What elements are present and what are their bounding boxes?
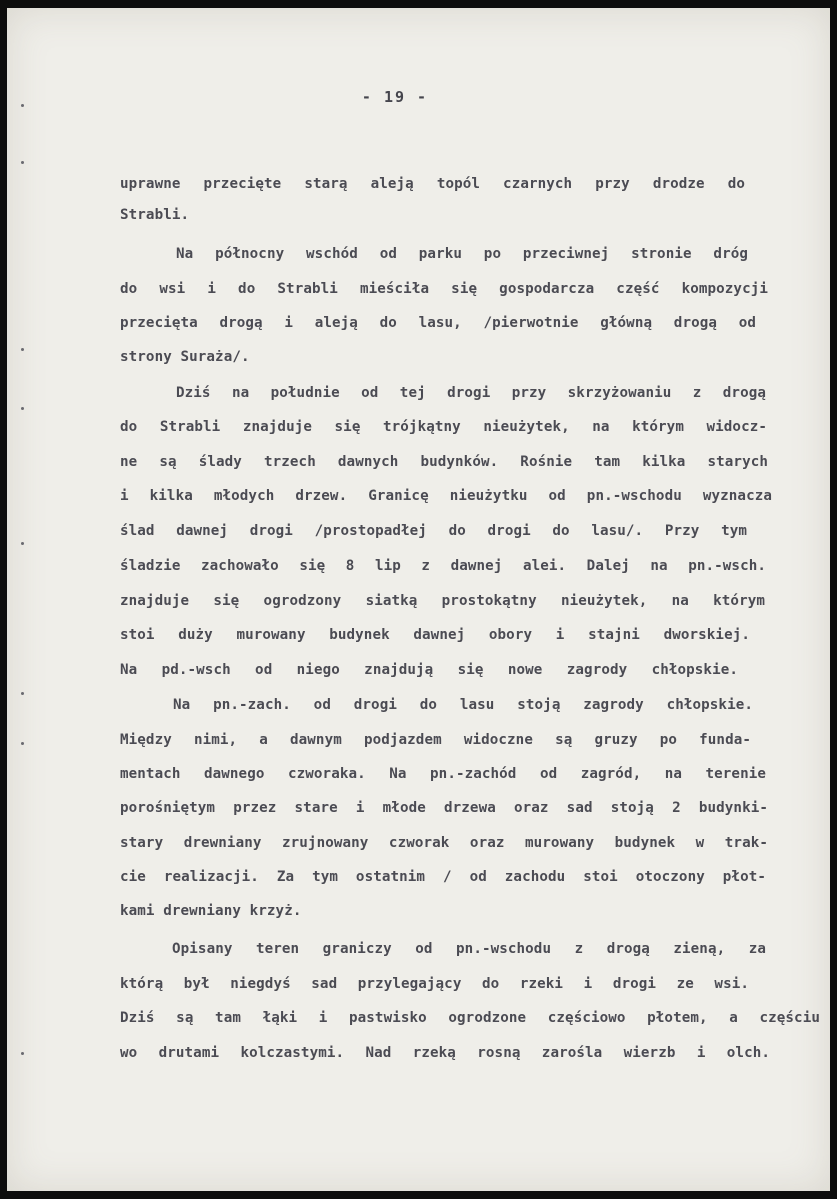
text-line: znajduje się ogrodzony siatką prostokątny nieużytek, na którym: [120, 593, 765, 609]
text-line: cie realizacji. Za tym ostatnim / od zachodu stoi otoczony płot-: [120, 869, 766, 885]
text-line: którą był niegdyś sad przylegający do rzeki i drogi ze wsi.: [120, 976, 749, 992]
text-line: stary drewniany zrujnowany czworak oraz murowany budynek w trak-: [120, 835, 768, 851]
text-line: porośniętym przez stare i młode drzewa oraz sad stoją 2 budynki-: [120, 800, 768, 816]
text-line: do wsi i do Strabli mieściła się gospodarcza część kompozycji: [120, 281, 768, 297]
text-line: stoi duży murowany budynek dawnej obory i stajni dworskiej.: [120, 627, 750, 643]
page-number: - 19 -: [361, 88, 429, 106]
text-line: Między nimi, a dawnym podjazdem widoczne są gruzy po funda-: [120, 732, 751, 748]
text-line: Na pn.-zach. od drogi do lasu stoją zagrody chłopskie.: [173, 697, 753, 713]
text-line: uprawne przecięte starą aleją topól czarnych przy drodze do: [120, 176, 745, 192]
text-line: Na północny wschód od parku po przeciwnej stronie dróg: [176, 246, 748, 262]
text-line: Opisany teren graniczy od pn.-wschodu z drogą zieną, za: [172, 941, 766, 957]
text-line: śladzie zachowało się 8 lip z dawnej alei. Dalej na pn.-wsch.: [120, 558, 766, 574]
text-line: mentach dawnego czworaka. Na pn.-zachód od zagród, na terenie: [120, 766, 766, 782]
margin-dot: [21, 161, 24, 164]
margin-dot: [21, 692, 24, 695]
text-line: kami drewniany krzyż.: [120, 903, 302, 919]
text-line: Dziś są tam łąki i pastwisko ogrodzone częściowo płotem, a częściu: [120, 1010, 820, 1026]
text-line: strony Suraża/.: [120, 349, 250, 365]
margin-dot: [21, 104, 24, 107]
text-line: Na pd.-wsch od niego znajdują się nowe zagrody chłopskie.: [120, 662, 738, 678]
margin-dot: [21, 742, 24, 745]
margin-dot: [21, 348, 24, 351]
margin-dot: [21, 1052, 24, 1055]
text-line: do Strabli znajduje się trójkątny nieużytek, na którym widocz-: [120, 419, 767, 435]
text-line: i kilka młodych drzew. Granicę nieużytku od pn.-wschodu wyznacza: [120, 488, 772, 504]
text-line: ne są ślady trzech dawnych budynków. Rośnie tam kilka starych: [120, 454, 768, 470]
text-line: Dziś na południe od tej drogi przy skrzyżowaniu z drogą: [176, 385, 766, 401]
text-line: ślad dawnej drogi /prostopadłej do drogi do lasu/. Przy tym: [120, 523, 747, 539]
margin-dot: [21, 407, 24, 410]
text-line: przecięta drogą i aleją do lasu, /pierwotnie główną drogą od: [120, 315, 756, 331]
text-line: wo drutami kolczastymi. Nad rzeką rosną zarośla wierzb i olch.: [120, 1045, 770, 1061]
margin-dot: [21, 542, 24, 545]
text-line: Strabli.: [120, 207, 190, 223]
